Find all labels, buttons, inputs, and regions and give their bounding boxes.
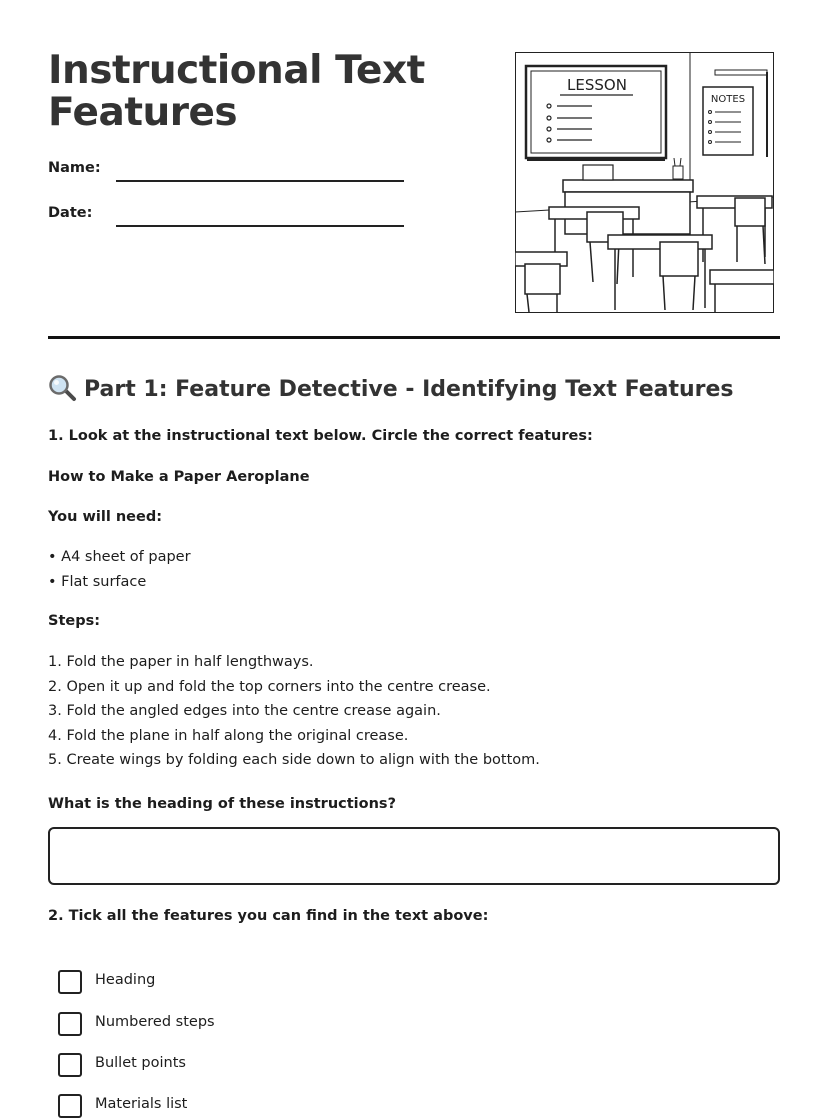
step-item: 1. Fold the paper in half lengthways. — [48, 654, 314, 670]
question-1: 1. Look at the instructional text below. Circle the correct features: — [48, 428, 593, 444]
checkbox-label: Bullet points — [95, 1055, 186, 1071]
checkbox[interactable] — [58, 1094, 82, 1118]
text-heading: How to Make a Paper Aeroplane — [48, 469, 310, 485]
date-field[interactable] — [48, 205, 408, 235]
materials-heading: You will need: — [48, 509, 163, 525]
magnifying-glass-icon — [48, 374, 78, 402]
question-2: 2. Tick all the features you can find in the text above: — [48, 908, 489, 924]
title-line-2: Features — [48, 90, 238, 135]
checkbox-label: Materials list — [95, 1096, 188, 1112]
board-text: LESSON — [567, 76, 627, 94]
steps-heading: Steps: — [48, 613, 101, 629]
step-item: 4. Fold the plane in half along the original crease. — [48, 728, 409, 744]
date-line[interactable] — [116, 225, 404, 227]
part1-heading — [48, 374, 734, 402]
checkbox[interactable] — [58, 970, 82, 994]
date-label: Date: — [48, 205, 93, 221]
name-line[interactable] — [116, 180, 404, 182]
materials-item: • A4 sheet of paper — [48, 549, 191, 565]
part1-title: Part 1: Feature Detective - Identifying Text Features — [84, 377, 734, 402]
header-divider — [48, 336, 780, 339]
checkbox-label: Heading — [95, 972, 156, 988]
title-line-1: Instructional Text — [48, 48, 425, 93]
heading-question: What is the heading of these instructions? — [48, 796, 396, 812]
name-field[interactable] — [48, 160, 408, 190]
classroom-illustration — [515, 52, 774, 313]
page-title — [48, 50, 468, 134]
step-item: 3. Fold the angled edges into the centre crease again. — [48, 703, 441, 719]
poster-text: NOTES — [710, 94, 746, 105]
name-label: Name: — [48, 160, 101, 176]
materials-item: • Flat surface — [48, 574, 147, 590]
step-item: 2. Open it up and fold the top corners into the centre crease. — [48, 679, 491, 695]
checkbox-label: Numbered steps — [95, 1014, 215, 1030]
heading-answer-box[interactable] — [48, 827, 780, 885]
checkbox[interactable] — [58, 1053, 82, 1077]
checkbox[interactable] — [58, 1012, 82, 1036]
step-item: 5. Create wings by folding each side down to align with the bottom. — [48, 752, 540, 768]
